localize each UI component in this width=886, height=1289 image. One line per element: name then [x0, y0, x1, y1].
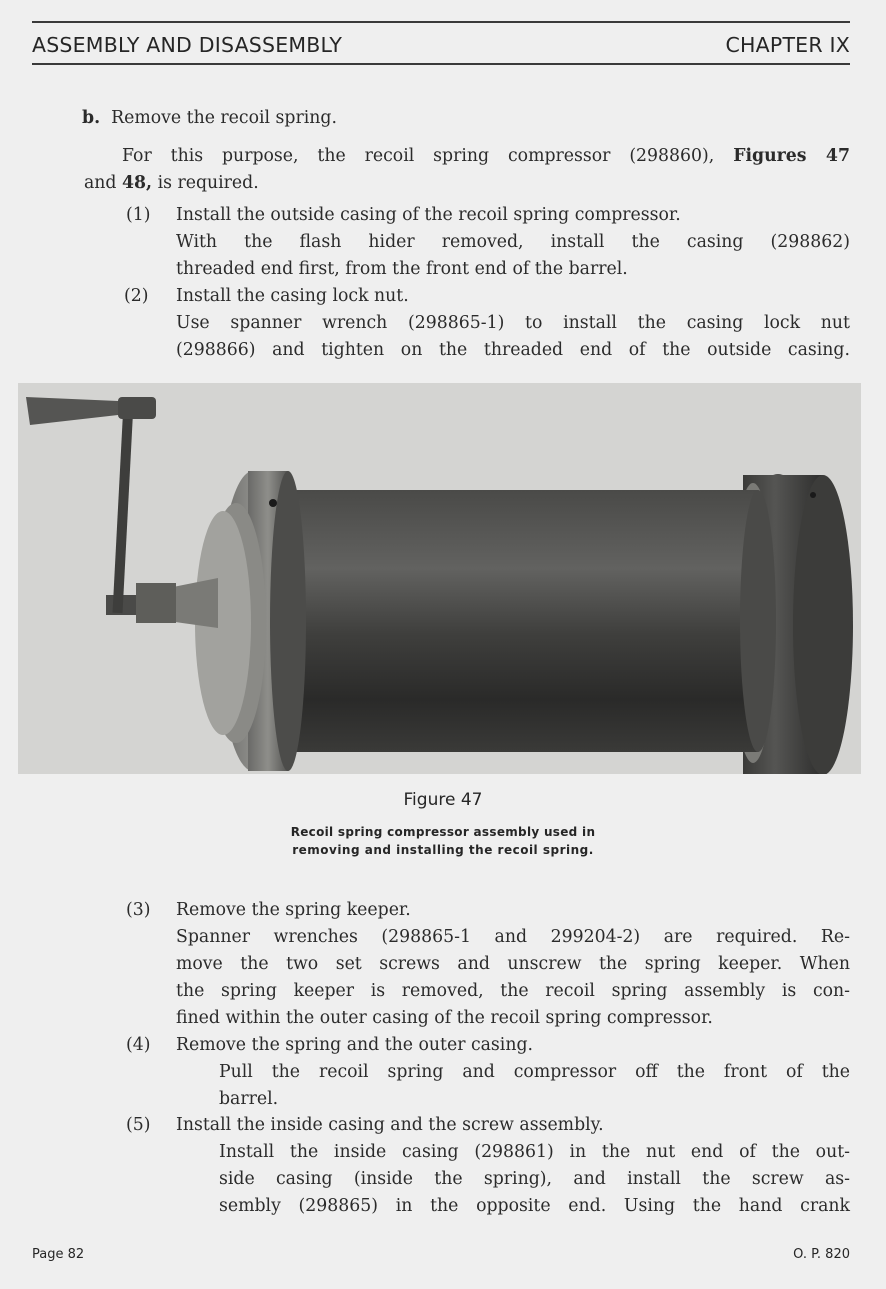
figure-label: Figure 47: [403, 790, 483, 810]
step-text: (298866) and tighten on the threaded end of the outside casing.: [176, 340, 850, 360]
step-title: Install the casing lock nut.: [176, 286, 409, 306]
step-text: Use spanner wrench (298865-1) to install the casing lock nut: [176, 313, 850, 333]
page-number: Page 82: [32, 1247, 85, 1262]
document-number: O. P. 820: [793, 1247, 850, 1262]
step-number: (5): [126, 1115, 151, 1135]
section-title: Remove the recoil spring.: [111, 108, 337, 128]
figure-47-photo: [18, 383, 861, 774]
step-text: side casing (inside the spring), and install the screw as-: [219, 1169, 850, 1189]
step-title: Install the outside casing of the recoil spring compressor.: [176, 205, 681, 225]
figure-caption-line-2: removing and installing the recoil spring.: [292, 843, 594, 857]
intro-line-2: [84, 170, 259, 197]
intro-line-1: [122, 143, 850, 170]
outer-casing: [268, 490, 758, 752]
step-number: (4): [126, 1035, 151, 1055]
intro-text: is required.: [157, 173, 259, 193]
step-title: Remove the spring and the outer casing.: [176, 1035, 534, 1055]
step-number: (1): [126, 205, 151, 225]
step-text: fined within the outer casing of the recoil spring compressor.: [176, 1008, 713, 1028]
figure-reference: 48,: [122, 173, 153, 193]
figure-reference: Figures 47: [733, 146, 850, 166]
intro-text: For this purpose, the recoil spring compressor (298860),: [122, 146, 715, 166]
step-text: the spring keeper is removed, the recoil spring assembly is con-: [176, 981, 850, 1001]
section-b-heading: [82, 105, 337, 132]
step-title: Remove the spring keeper.: [176, 900, 411, 920]
figure-caption-line-1: Recoil spring compressor assembly used in: [290, 825, 596, 839]
step-text: threaded end first, from the front end of the barrel.: [176, 259, 628, 279]
section-marker: b.: [82, 108, 101, 128]
intro-text: and: [84, 173, 117, 193]
recoil-spring-compressor-image: [18, 383, 861, 774]
step-title: Install the inside casing and the screw assembly.: [176, 1115, 604, 1135]
step-text: barrel.: [219, 1089, 279, 1109]
step-text: Spanner wrenches (298865-1 and 299204-2) are required. Re-: [176, 927, 850, 947]
step-text: Pull the recoil spring and compressor off the front of the: [219, 1062, 850, 1082]
step-number: (2): [124, 286, 149, 306]
step-text: sembly (298865) in the opposite end. Using the hand crank: [219, 1196, 850, 1216]
step-text: Install the inside casing (298861) in the nut end of the out-: [219, 1142, 850, 1162]
header-rule-bottom: [32, 63, 850, 65]
chapter-label: CHAPTER IX: [725, 33, 850, 57]
header-rule-top: [32, 21, 850, 23]
step-text: With the flash hider removed, install the casing (298862): [176, 232, 850, 252]
step-text: move the two set screws and unscrew the spring keeper. When: [176, 954, 850, 974]
running-head-left: ASSEMBLY AND DISASSEMBLY: [32, 33, 343, 57]
step-number: (3): [126, 900, 151, 920]
